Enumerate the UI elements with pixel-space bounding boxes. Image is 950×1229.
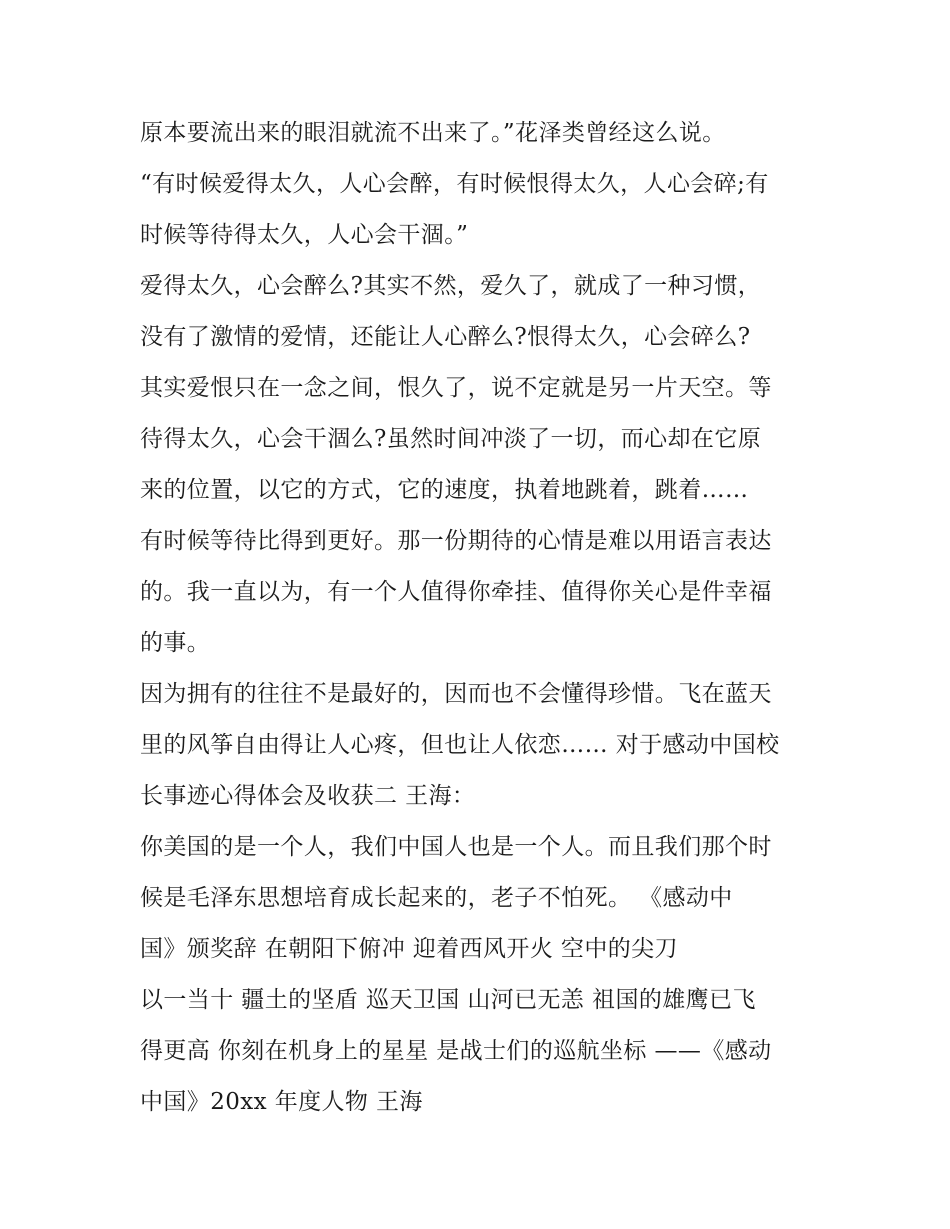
text-line: 的。我一直以为，有一个人值得你牵挂、值得你关心是件幸福 <box>140 579 772 605</box>
document-body <box>140 108 820 1128</box>
text-line: 因为拥有的往往不是最好的，因而也不会懂得珍惜。飞在蓝天 <box>140 681 772 707</box>
text-line: 其实爱恨只在一念之间，恨久了，说不定就是另一片天空。等 <box>140 375 772 401</box>
text-line: 以一当十 疆土的坚盾 巡天卫国 山河已无恙 祖国的雄鹰已飞 <box>140 987 756 1013</box>
text-line: 时候等待得太久，人心会干涸。” <box>140 222 469 248</box>
text-line: 有时候等待比得到更好。那一份期待的心情是难以用语言表达 <box>140 528 772 554</box>
text-line: 原本要流出来的眼泪就流不出来了。”花泽类曾经这么说。 <box>140 120 726 146</box>
text-line: 长事迹心得体会及收获二 王海： <box>140 783 476 809</box>
text-line: 爱得太久，心会醉么?其实不然，爱久了，就成了一种习惯， <box>140 273 762 299</box>
text-line: 待得太久，心会干涸么?虽然时间冲淡了一切，而心却在它原 <box>140 426 762 452</box>
text-line: 候是毛泽东思想培育成长起来的，老子不怕死。 《感动中 <box>140 885 733 911</box>
text-line: 得更高 你刻在机身上的星星 是战士们的巡航坐标 ——《感动 <box>140 1038 772 1064</box>
text-line: 里的风筝自由得让人心疼，但也让人依恋…… 对于感动中国校 <box>140 732 780 758</box>
text-line: 你美国的是一个人，我们中国人也是一个人。而且我们那个时 <box>140 834 772 860</box>
text-line: 没有了激情的爱情，还能让人心醉么?恨得太久，心会碎么? <box>140 324 751 350</box>
text-line: 国》颁奖辞 在朝阳下俯冲 迎着西风开火 空中的尖刀 <box>140 936 678 962</box>
text-line: 中国》20xx 年度人物 王海 <box>140 1089 423 1115</box>
text-line: 的事。 <box>140 630 211 656</box>
text-line: “有时候爱得太久，人心会醉，有时候恨得太久，人心会碎;有 <box>140 171 769 197</box>
text-line: 来的位置，以它的方式，它的速度，执着地跳着，跳着…… <box>140 477 749 503</box>
